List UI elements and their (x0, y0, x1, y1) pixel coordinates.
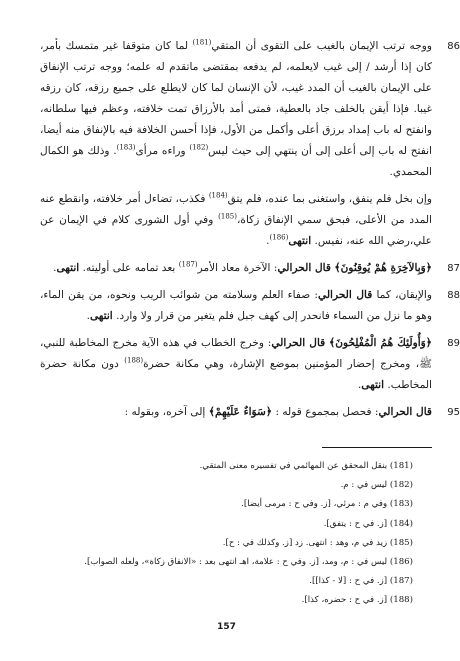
footnote: (182) ليس في : م. (340, 480, 413, 491)
text-run: . (266, 235, 270, 247)
page-number: 157 (217, 622, 236, 632)
footnote-separator (322, 447, 432, 448)
footnote: (183) وفي م : مرئي، [ز. وفي ح : مرمى أيضا]. (241, 499, 413, 510)
text-run: فكذب، تضاءل أمر خلافته، وانقطع عنه المدد من الأعلى، فبحق سمي الإنفاق زكاة، (40, 193, 432, 226)
text-run: : صفاء العلم وسلامته من شوائب الريب ونحوه، من يقن الماء، وهو ما نزل من السماء فانحدر إلى كهف جبل فلم يتغير من قرار ولا وارد. (40, 289, 432, 322)
paragraph (40, 333, 460, 396)
footnote-marker: (182) (189, 143, 209, 152)
verse-number: 86 (447, 41, 460, 52)
text-run: : فحصل بمجموع قوله : (272, 406, 379, 418)
text-run: : الآخرة معاد الأمر (197, 262, 278, 274)
end-marker: انتهى (288, 235, 312, 247)
end-marker: انتهى (361, 379, 385, 391)
speaker-label: قال الحرالي (271, 337, 326, 349)
text-run: . (53, 262, 57, 274)
speaker-label: قال الحرالي (378, 406, 432, 418)
text-run: . وذلك هو الكمال المحمدي. (40, 145, 432, 178)
paragraph (40, 36, 460, 183)
text-run: وفي أول الشورى كلام في الإيمان عن علي،رضي الله عنه، نفيس. (40, 214, 432, 247)
footnote-marker: (185) (218, 212, 237, 221)
verse-number: 89 (447, 338, 460, 349)
text-run: والإيقان، كما (372, 289, 432, 301)
text-run: بعد تمامه على أوليته. (79, 262, 179, 274)
footnote: (188) [ز. في ح : حضره، كذا]. (301, 595, 413, 606)
footnotes (41, 457, 413, 611)
text-run: وراءه مرأى (135, 145, 190, 157)
quran-quote: ﴿سَوَاءٌ عَلَيْهِمْ﴾ (208, 406, 273, 418)
text-run: . (357, 379, 362, 391)
end-marker: انتهى (56, 262, 80, 274)
quran-quote: ﴿وَبِالآخِرَةِ هُمْ يُوقِنُونَ﴾ (334, 262, 432, 274)
footnote: (187) [ز. في ح : [لا - كذا]]. (309, 576, 413, 587)
footnote-marker: (186) (269, 233, 289, 242)
footnote-marker: (184) (208, 191, 228, 200)
text-run: وإن بخل فلم ينفق، واستغنى بما عنده، فلم يتق (227, 193, 432, 205)
paragraph (40, 189, 432, 252)
paragraph (40, 258, 460, 279)
footnote-marker: (188) (124, 356, 144, 365)
speaker-label: قال الحرالي (317, 289, 373, 301)
paragraph (40, 285, 460, 327)
verse-number: 88 (447, 290, 460, 301)
text-run: إلى آخره، وبقوله : (124, 406, 209, 418)
verse-number: 87 (447, 263, 460, 274)
footnote-marker: (181) (192, 38, 212, 47)
text-run: دون مكانة حضرة المخاطب. (40, 358, 432, 391)
footnote-marker: (187) (178, 260, 198, 269)
verse-number: 95 (447, 407, 460, 418)
footnote: (181) بنقل المحقق عن المهائمي في تفسيره معنى المتقي. (199, 461, 413, 471)
main-text (40, 36, 460, 429)
text-run: لما كان متوقفا غير متمسك بأمر، كان إذا أرشد / إلى غيب لايعلمه، لم يدفعه بمقتضى ماتقدم له علمه؛ ووجه ترتب الإنفاق على الإيمان بالغيب أن المدد غيب، لأن الإنسان لما كان لايطلع على جميع رزقه، كان رزقه غيبا. فإذا أيقن بالخلف جاد بالعطية، فمتى أمد بالأرزاق تمت خلافته، وعظم فيها سلطانه، وانفتح له باب إمداد برزق أعلى وأكمل من الأول، فإذا أحسن الخلافة فيه بالإنفاق منه أيضا، انفتح له باب إلى أعلى إلى أن ينتهي إلى حيث ليس (40, 40, 433, 157)
text-run: . (86, 310, 90, 322)
paragraph (40, 402, 460, 423)
end-marker: انتهى (89, 310, 113, 322)
footnote: (185) زيد في م، وهد : انتهى. زد [ز. وكذلك في : ح]. (222, 537, 413, 548)
speaker-label: قال الحرالي (277, 262, 331, 274)
footnote-marker: (183) (116, 143, 136, 152)
quran-quote: ﴿وَأُولَئِكَ هُمُ الْمُفْلِحُونَ﴾ (329, 337, 432, 349)
footnote: (184) [ز. في ح : يتفق]. (323, 518, 413, 529)
footnote: (186) ليس في : م، ومد، [ز. وفي ح : علامة، اهـ انتهى بعد : «الانفاق زكاة»، ولعله الصواب]. (84, 557, 413, 568)
text-run: : وخرج الخطاب في هذه الآية مخرج المخاطبة للنبي، ﷺ، ومخرج إحضار المؤمنين بموضع الإشارة، وهي مكانة حضرة (40, 337, 432, 370)
text-run: ووجه ترتب الإيمان بالغيب على التقوى أن المتقي (211, 40, 432, 52)
